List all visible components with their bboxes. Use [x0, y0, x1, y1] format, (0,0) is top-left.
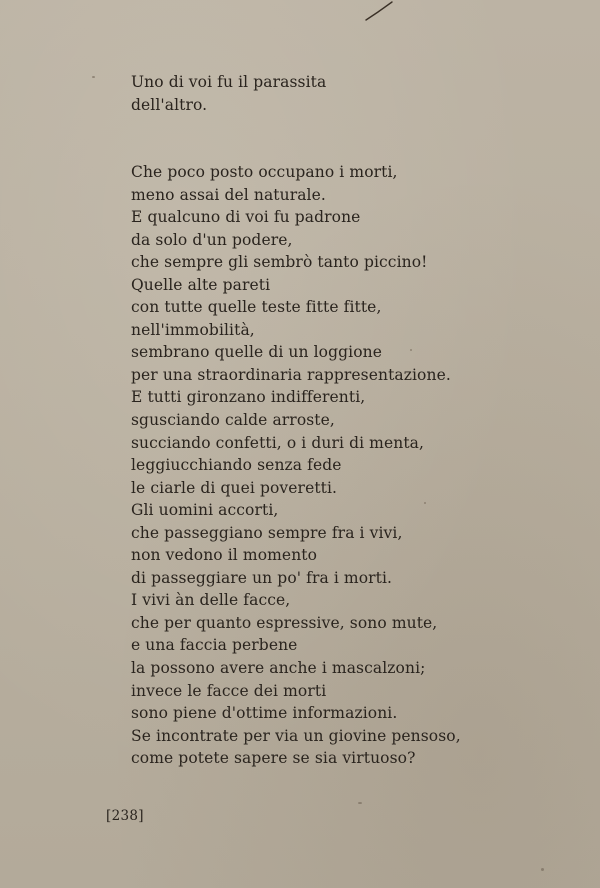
page-number: [238]: [106, 808, 144, 824]
poem-line: per una straordinaria rappresentazione.: [131, 365, 451, 384]
poem-line: sembrano quelle di un loggione: [131, 343, 383, 362]
poem-line: di passeggiare un po' fra i morti.: [131, 568, 393, 587]
poem-line: con tutte quelle teste fitte fitte,: [131, 298, 382, 317]
paper-speck: [541, 868, 544, 871]
poem-line: leggiucchiando senza fede: [131, 456, 342, 475]
poem-line: la possono avere anche i mascalzoni;: [131, 659, 426, 678]
poem-line: come potete sapere se sia virtuoso?: [131, 749, 416, 768]
poem-line: sgusciando calde arroste,: [131, 411, 335, 430]
poem-line: che per quanto espressive, sono mute,: [131, 613, 438, 632]
stanza-2: [131, 161, 461, 770]
poem-line: le ciarle di quei poveretti.: [131, 478, 338, 497]
poem-line: Se incontrate per via un giovine pensoso,: [131, 726, 461, 745]
poem-line: Gli uomini accorti,: [131, 501, 279, 520]
poem-line: succiando confetti, o i duri di menta,: [131, 433, 425, 452]
poem-line: invece le facce dei morti: [131, 681, 327, 700]
stanza-1: [131, 71, 326, 116]
paper-speck: [92, 76, 95, 78]
poem-line: e una faccia perbene: [131, 636, 298, 655]
poem-line: che sempre gli sembrò tanto piccino!: [131, 253, 428, 272]
poem-line: Quelle alte pareti: [131, 275, 271, 294]
paper-speck: [358, 802, 362, 804]
poem-line: meno assai del naturale.: [131, 185, 326, 204]
poem-line: E qualcuno di voi fu padrone: [131, 208, 361, 227]
poem-line: sono piene d'ottime informazioni.: [131, 704, 398, 723]
paper-speck: [410, 349, 412, 351]
poem-line: E tutti gironzano indifferenti,: [131, 388, 366, 407]
poem-line: non vedono il momento: [131, 546, 318, 565]
poem-line: Uno di voi fu il parassita: [131, 73, 327, 91]
poem-line: Che poco posto occupano i morti,: [131, 163, 398, 181]
poem-line: che passeggiano sempre fra i vivi,: [131, 523, 403, 542]
poem-line: I vivi àn delle facce,: [131, 591, 291, 610]
poem-line: nell'immobilità,: [131, 320, 255, 339]
poem-line: dell'altro.: [131, 95, 208, 114]
pencil-mark: [360, 0, 400, 22]
paper-speck: [424, 502, 426, 504]
poem-line: da solo d'un podere,: [131, 230, 293, 249]
